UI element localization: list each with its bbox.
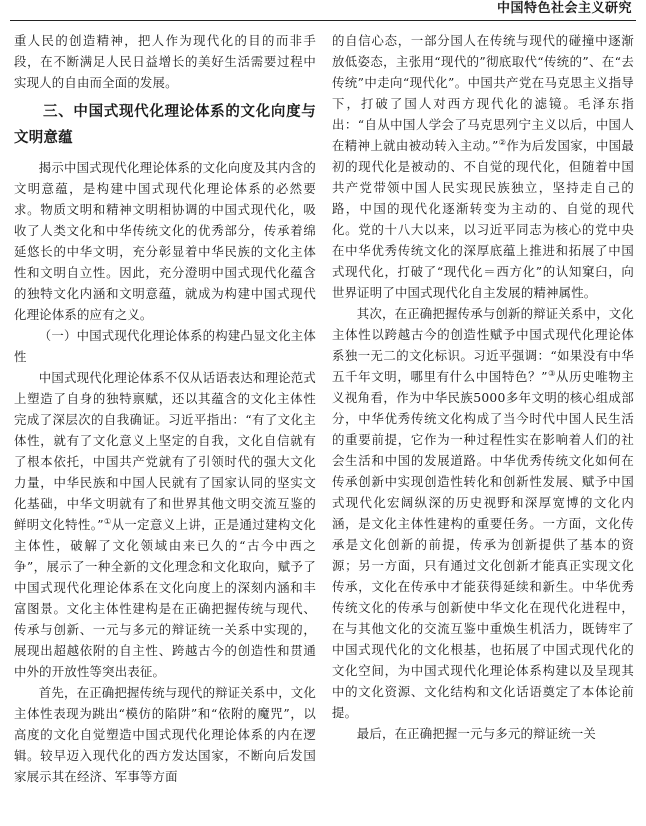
- footnote-marker[interactable]: ③: [547, 368, 557, 378]
- section-heading: 三、中国式现代化理论体系的文化向度与文明意蕴: [14, 104, 316, 146]
- paragraph-continued: [332, 30, 634, 303]
- subsection-heading: （一）中国式现代化理论体系的构建凸显文化主体性: [14, 328, 316, 364]
- journal-running-header: 中国特色社会主义研究: [496, 1, 632, 16]
- paragraph-text: 从历史唯物主义视角看，作为中华民族5000多年文明的核心组成部分，中华优秀传统文化构成了当今时代中国人民生活的重要前提，它作为一种过程性实在影响着人们的社会生活和中国的发展道路。中华优秀传统文化如何在传承创新中实现创造性转化和创新性发展、赋予中国式现代化宏阔纵深的历史视野和深厚宽博的文化内涵，是文化主体性建构的重要任务。一方面，文化传承是文化创新的前提，传承为创新提供了基本的资源；另一方面，只有通过文化创新才能真正实现文化传承，文化在传承中才能获得延续和新生。中华优秀传统文化的传承与创新使中华文化在现代化进程中，在与其他文化的交流互鉴中重焕生机活力，既铸牢了中国式现代化的文化根基，也拓展了中国式现代化的文化空间，为中国式现代化理论体系构建以及呈现其中的文化资源、文化结构和文化话语奠定了本体论前提。: [332, 369, 635, 720]
- paragraph: [332, 303, 634, 723]
- paragraph-text: 其次，在正确把握传承与创新的辩证关系中，文化主体性以跨越古今的创造性赋予中国式现代化理论体系独一无二的文化标识。习近平强调：“如果没有中华五千年文明，哪里有什么中国特色？”: [332, 306, 634, 384]
- paragraph-text: 中国式现代化理论体系不仅从话语表达和理论范式上塑造了自身的独特禀赋，还以其蕴含的文化主体性完成了深层次的自我确证。习近平指出：“有了文化主体性，就有了文化意义上坚定的自我，文化自信就有了根本依托，中国共产党就有了引领时代的强大文化力量，中华民族和中国人民就有了国家认同的坚实文化基础，中华文明就有了和世界其他文明交流互鉴的鲜明文化特性。”: [14, 370, 316, 532]
- header-divider: [10, 20, 636, 21]
- paragraph: 最后，在正确把握一元与多元的辩证统一关: [356, 726, 597, 741]
- paragraph-text: 从一定意义上讲，正是通过建构文化主体性，破解了文化领域由来已久的“古今中西之争”，展示了一种全新的文化理念和文化取向，赋予了中国式现代化理论体系在文化向度上的深刻内涵和丰富图景。文化主体性建构是在正确把握传统与现代、传承与创新、一元与多元的辩证统一关系中实现的，展现出超越依附的自主性、跨越古今的创造性和贯通中外的开放性等突出表征。: [14, 517, 316, 679]
- paragraph: [14, 367, 316, 682]
- right-column: [332, 30, 634, 744]
- paragraph: 揭示中国式现代化理论体系的文化向度及其内含的文明意蕴，是构建中国式现代化理论体系的必然要求。物质文明和精神文明相协调的中国式现代化，吸收了人类文化和中华传统文化的优秀部分，传承着绵延悠长的中华文明，充分彰显着中华民族的文化主体性和文明自立性。因此，充分澄明中国式现代化蕴含的独特文化内涵和文明意蕴，就成为构建中国式现代化理论体系的应有之义。: [14, 160, 316, 322]
- left-column: [14, 30, 316, 787]
- paragraph-continued: 重人民的创造精神，把人作为现代化的目的而非手段，在不断满足人民日益增长的美好生活需要过程中实现人的自由而全面的发展。: [14, 33, 316, 90]
- paragraph: 首先，在正确把握传统与现代的辩证关系中，文化主体性表现为跳出“模仿的陷阱”和“依附的魔咒”，以高度的文化自觉塑造中国式现代化理论体系的内在逻辑。较早迈入现代化的西方发达国家，不断向后发国家展示其在经济、军事等方面: [14, 685, 316, 784]
- footnote-marker[interactable]: ①: [103, 516, 112, 526]
- paragraph-text: 的自信心态，一部分国人在传统与现代的碰撞中逐渐放低姿态，主张用“现代的”彻底取代“传统的”、在“去传统”中走向“现代化”。中国共产党在马克思主义指导下，打破了国人对西方现代化的滤镜。毛泽东指出：“自从中国人学会了马克思列宁主义以后，中国人在精神上就由被动转入主动。”: [332, 33, 634, 153]
- footnote-marker[interactable]: ②: [498, 137, 507, 147]
- paragraph-text: 作为后发国家，中国最初的现代化是被动的、不自觉的现代化，但随着中国共产党带领中国人民实现民族独立，坚持走自己的路，中国的现代化逐渐转变为主动的、自觉的现代化。党的十八大以来，以习近平同志为核心的党中央在中华优秀传统文化的深厚底蕴上推进和拓展了中国式现代化，打破了“现代化＝西方化”的认知窠臼，向世界证明了中国式现代化自主发展的精神属性。: [332, 138, 634, 300]
